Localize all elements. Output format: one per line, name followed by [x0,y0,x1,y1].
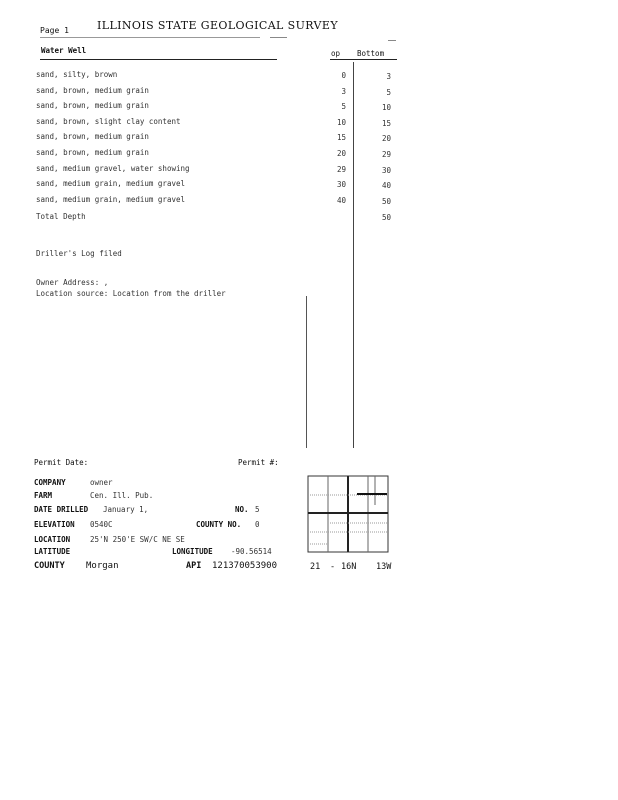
table-row-description: sand, brown, medium grain [36,132,149,142]
location-value: 25'N 250'E SW/C NE SE [90,535,185,544]
driller-log-note: Driller's Log filed [36,249,122,258]
date-drilled-label: DATE DRILLED [34,505,89,514]
section-dash: - [330,562,336,572]
section-label: Water Well [41,46,87,55]
company-label: COMPANY [34,478,66,487]
table-row-description: sand, medium gravel, water showing [36,163,190,173]
table-row-description: sand, brown, medium grain [36,148,149,157]
total-depth-label: Total Depth [36,212,86,221]
location-label: LOCATION [34,535,71,544]
header-rule [40,37,260,38]
company-value: owner [90,478,113,487]
date-drilled-value: January 1, [103,505,149,514]
latitude-label: LATITUDE [34,547,71,556]
table-row-top: 10 [336,117,346,127]
well-number-label: NO. [235,505,249,514]
table-row-bottom: 40 [381,181,391,191]
elevation-label: ELEVATION [34,520,75,529]
header-rule-short [270,37,287,38]
column-bottom-header: Bottom [357,49,385,58]
page-title: ILLINOIS STATE GEOLOGICAL SURVEY [97,19,338,32]
longitude-value: -90.56514 [231,547,272,556]
table-row-top: 20 [336,149,346,158]
permit-date-label: Permit Date: [34,458,89,467]
table-row-description: sand, medium grain, medium gravel [36,179,186,189]
owner-address: Owner Address: , [36,278,109,287]
table-row-top: 30 [336,180,346,190]
api-number: 121370053900 [212,561,278,571]
table-row-description: sand, silty, brown [36,70,118,79]
column-top-header: op [331,49,341,58]
county-value: Morgan [86,561,119,571]
well-number-value: 5 [255,505,260,514]
table-row-description: sand, brown, medium grain [36,85,149,95]
column-divider [353,62,354,448]
table-row-top: 29 [336,164,346,174]
table-row-top: 3 [341,86,346,96]
table-header-rule-left [40,59,277,60]
table-row-top: 0 [341,71,346,80]
table-row-top: 15 [336,133,346,143]
table-row-bottom: 20 [381,134,391,144]
header-rule-right [388,40,396,41]
table-row-bottom: 10 [381,103,391,113]
farm-label: FARM [34,491,53,500]
section-location-grid [307,475,389,553]
table-row-bottom: 5 [386,87,391,97]
location-source: Location source: Location from the driller [36,289,226,298]
table-row-bottom: 30 [381,165,391,175]
county-number-label: COUNTY NO. [196,520,242,529]
table-row-bottom: 29 [381,150,391,159]
county-label: COUNTY [34,561,65,571]
table-row-bottom: 15 [381,118,391,128]
longitude-label: LONGITUDE [172,547,213,556]
table-row-bottom: 3 [386,72,391,81]
range: 13W [376,562,392,572]
table-row-top: 5 [341,102,346,112]
farm-value: Cen. Ill. Pub. [90,491,154,500]
total-depth-value: 50 [381,213,391,222]
table-row-description: sand, brown, medium grain [36,101,149,111]
township: 16N [341,562,357,572]
table-row-top: 40 [336,195,346,205]
section-number: 21 [310,562,321,572]
elevation-value: 0540C [90,520,113,529]
table-header-rule-right [330,59,397,60]
page-number: Page 1 [40,26,69,35]
table-row-description: sand, brown, slight clay content [36,116,181,126]
permit-number-label: Permit #: [238,458,279,467]
column-divider-left [306,296,307,448]
table-row-description: sand, medium grain, medium gravel [36,194,186,204]
table-row-bottom: 50 [381,196,391,206]
api-label: API [186,561,202,571]
county-number-value: 0 [255,520,260,529]
